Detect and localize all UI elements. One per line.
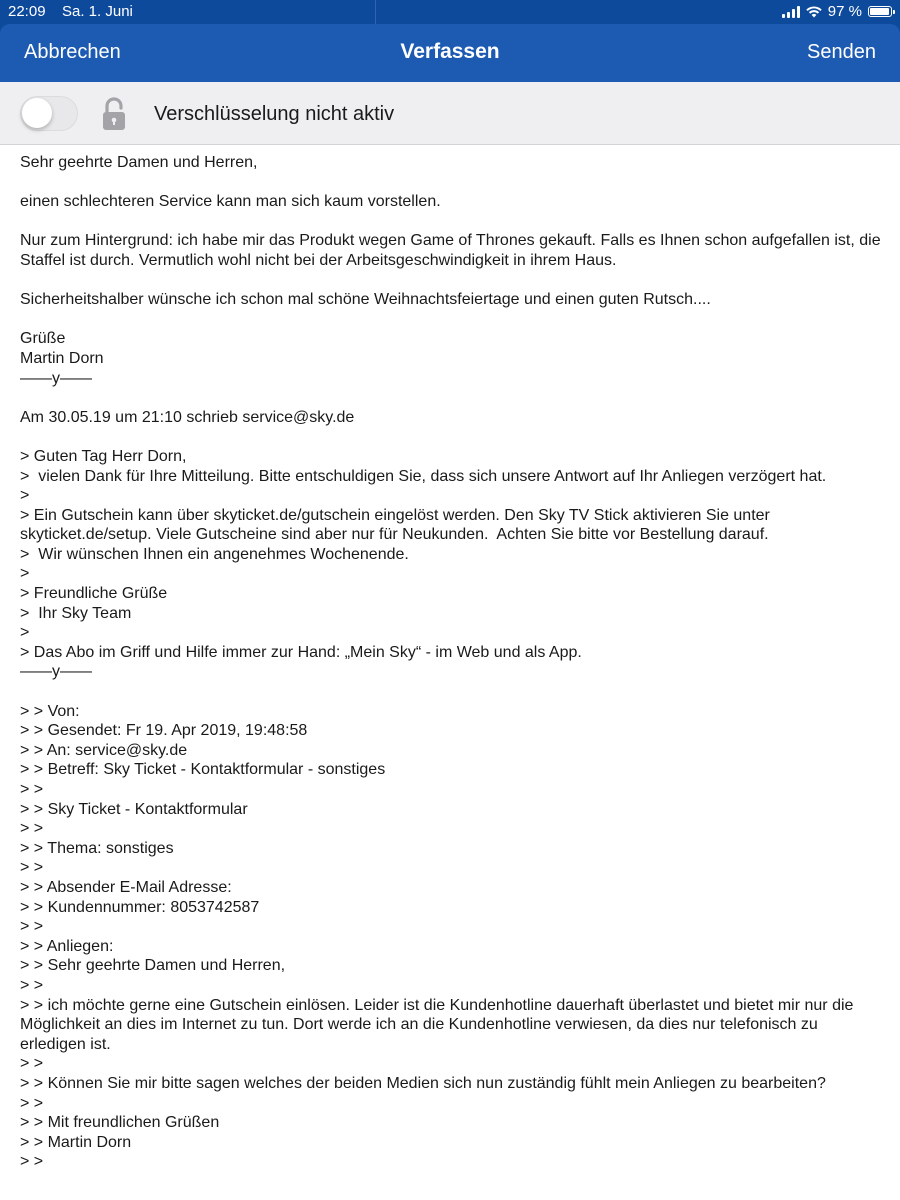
encryption-bar bbox=[0, 82, 900, 145]
send-button[interactable]: Senden bbox=[807, 41, 876, 63]
status-divider bbox=[375, 0, 376, 24]
battery-percent: 97 % bbox=[827, 3, 862, 20]
cellular-signal-icon bbox=[782, 6, 800, 18]
battery-icon bbox=[868, 6, 892, 17]
status-bar bbox=[0, 0, 900, 24]
status-time: 22:09 bbox=[8, 3, 46, 20]
wifi-icon bbox=[806, 5, 822, 18]
encryption-status-label: Verschlüsselung nicht aktiv bbox=[154, 103, 395, 125]
cancel-button[interactable]: Abbrechen bbox=[24, 41, 121, 63]
encryption-toggle[interactable] bbox=[20, 96, 78, 131]
unlocked-padlock-icon bbox=[100, 96, 130, 132]
compose-nav-bar bbox=[0, 24, 900, 82]
message-body-textarea[interactable]: Sehr geehrte Damen und Herren, einen schlechteren Service kann man sich kaum vorstellen. Nur zum Hintergrund: ich habe mir das Produkt wegen Game of Thrones gekauft. Falls es Ihnen schon aufgefallen ist, die Staffel ist durch. Vermutlich wohl nicht bei der Arbeitsgeschwindigkeit in ihrem Haus. Sicherheitshalber wünsche ich schon mal schöne Weihnachtsfeiertage und einen guten Rutsch.... Grüße Martin Dorn ——y—— Am 30.05.19 um 21:10 schrieb service@sky.de > Guten Tag Herr Dorn, > vielen Dank für Ihre Mitteilung. Bitte entschuldigen Sie, dass sich unsere Antwort auf Ihr Anliegen verzögert hat. > > Ein Gutschein kann über skyticket.de/gutschein eingelöst werden. Den Sky TV Stick aktivieren Sie unter skyticket.de/setup. Viele Gutscheine sind aber nur für Neukunden. Achten Sie bitte vor Bestellung darauf. > Wir wünschen Ihnen ein angenehmes Wochenende. > > Freundliche Grüße > Ihr Sky Team > > Das Abo im Griff und Hilfe immer zur Hand: „Mein Sky“ - im Web und als App. ——y—— > > Von: > > Gesendet: Fr 19. Apr 2019, 19:48:58 > > An: service@sky.de > > Betreff: Sky Ticket - Kontaktformular - sonstiges > > > > Sky Ticket - Kontaktformular > > > > Thema: sonstiges > > > > Absender E-Mail Adresse: > > Kundennummer: 8053742587 > > > > Anliegen: > > Sehr geehrte Damen und Herren, > > > > ich möchte gerne eine Gutschein einlösen. Leider ist die Kundenhotline dauerhaft überlastet und bietet mir nur die Möglichkeit an dies im Internet zu tun. Dort werde ich an die Kundenhotline verwiesen, da dies nur telefonisch zu erledigen ist. > > > > Können Sie mir bitte sagen welches der beiden Medien sich nun zuständig fühlt mein Anliegen zu bearbeiten? > > > > Mit freundlichen Grüßen > > Martin Dorn > > bbox=[20, 154, 881, 1171]
battery-level-fill bbox=[870, 8, 889, 15]
status-indicators bbox=[782, 3, 892, 20]
status-date: Sa. 1. Juni bbox=[62, 3, 133, 20]
page-title: Verfassen bbox=[400, 40, 500, 63]
toggle-knob bbox=[22, 98, 52, 128]
